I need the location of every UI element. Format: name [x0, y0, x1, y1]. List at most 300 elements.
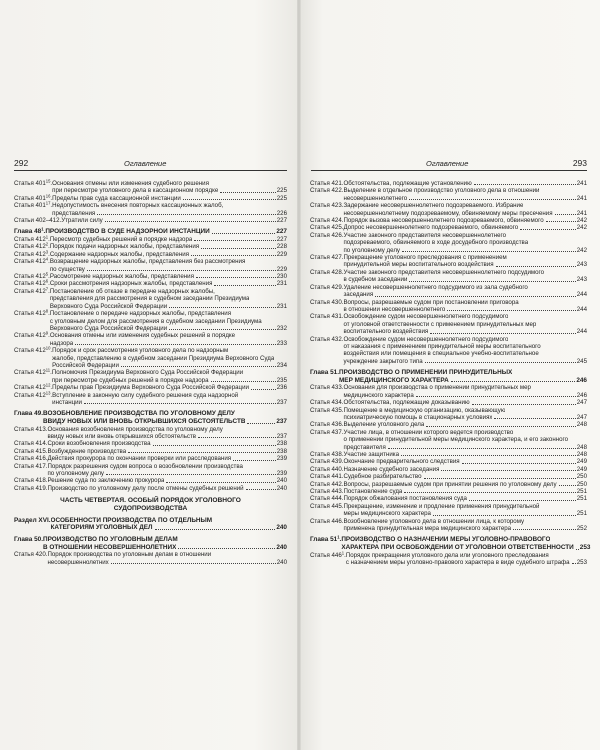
- title-line: воздействия или помещения в специальное учебно-воспитательное: [343, 350, 539, 358]
- title-line: Участие защитника: [343, 451, 399, 458]
- page-ref: 225: [276, 187, 287, 195]
- page-ref: 227: [276, 236, 287, 244]
- header-rule-right: [311, 170, 587, 171]
- article-label: Статья $412^{13}$.: [14, 390, 53, 399]
- entry-title: [50, 243, 287, 250]
- entry-title: [343, 407, 587, 422]
- article-label: Статья 429.: [310, 283, 344, 291]
- chapter-label: Глава 50.: [14, 536, 43, 543]
- title-line: Порядок разрешения судом вопроса о возобновлении производства: [47, 462, 243, 470]
- toc-entry: [14, 217, 287, 224]
- page-ref: 235: [276, 376, 287, 384]
- title-line: ХАРАКТЕРА ПРИ ОСВОБОЖДЕНИИ ОТ УГОЛОВНОЙ ОТВЕТСТВЕННОСТИ: [341, 544, 574, 552]
- page-ref: 247: [576, 413, 587, 421]
- dot-leader: [169, 329, 276, 330]
- dot-leader: [105, 221, 276, 222]
- title-line: с уголовным делом для рассмотрения в судебном заседании Президиума: [49, 317, 262, 325]
- dot-leader: [251, 389, 276, 390]
- dot-leader: [201, 248, 276, 249]
- title-line: Возбуждение производства: [47, 447, 127, 455]
- page-ref: 242: [576, 217, 587, 225]
- dot-leader: [166, 482, 275, 483]
- book-gutter: [297, 0, 301, 750]
- dot-leader: [212, 233, 276, 234]
- page-ref: 240: [276, 543, 287, 551]
- toc-entry: [14, 392, 287, 407]
- page-ref: 234: [276, 361, 287, 369]
- toc-list-right: [310, 180, 591, 567]
- page-ref: 244: [576, 291, 587, 299]
- title-line: Возобновление уголовного дела в отношении лица, к которому: [343, 517, 525, 525]
- title-line: Производство по уголовному делу после отмены судебных решений: [47, 484, 244, 492]
- page-ref: 248: [576, 443, 587, 451]
- entry-title: [343, 466, 587, 473]
- toc-entry: [310, 407, 587, 422]
- dot-leader: [233, 460, 276, 461]
- dot-leader: [169, 307, 276, 308]
- page-ref: 243: [576, 261, 587, 269]
- entry-title: [47, 485, 287, 492]
- article-label: Статья 431.: [310, 313, 344, 321]
- title-line: представления для рассмотрения в судебном заседании Президиума: [49, 295, 250, 303]
- dot-leader: [153, 445, 276, 446]
- title-line: учреждение закрытого типа: [343, 357, 423, 365]
- page-ref: 246: [576, 391, 587, 399]
- toc-entry: [310, 313, 587, 335]
- entry-title: [47, 440, 287, 447]
- article-label: Статья 426.: [310, 231, 344, 239]
- title-line: Обстоятельства, подлежащие доказыванию: [343, 399, 470, 407]
- title-line: медицинского характера: [343, 391, 414, 399]
- title-line: от уголовной ответственности с применением принудительных мер: [343, 320, 537, 328]
- title-line: Прекращение уголовного преследования с применением: [343, 254, 507, 262]
- toc-entry: [14, 332, 287, 347]
- page-ref: 253: [576, 559, 587, 567]
- entry-title: [343, 429, 587, 451]
- label-superscript: 1: [337, 534, 340, 540]
- title-line: в отношении несовершеннолетнего: [343, 305, 446, 313]
- article-label: Статья $412^9$.: [14, 330, 50, 340]
- page-ref: 252: [576, 525, 587, 533]
- dot-leader: [425, 362, 576, 363]
- title-line: Освобождение судом несовершеннолетнего подсудимого: [343, 335, 509, 343]
- article-label: Статья 442.: [310, 480, 344, 488]
- page-ref: 236: [276, 384, 287, 392]
- toc-entry: [14, 347, 287, 369]
- toc-entry: [14, 258, 287, 273]
- toc-entry: [310, 466, 587, 473]
- title-line: Российской Федерации: [52, 361, 119, 369]
- toc-chapter: [14, 536, 287, 551]
- title-line: жалобе, представлению в судебном заседании Президиума Верховного Суда: [52, 354, 275, 362]
- title-line: подозреваемого, обвиняемого в ходе досудебного производства: [343, 239, 529, 247]
- toc-entry: [310, 429, 587, 451]
- dot-leader: [424, 478, 576, 479]
- toc-entry: [14, 280, 287, 287]
- article-label: Статья 434.: [310, 399, 344, 407]
- article-label: Статья 440.: [310, 465, 344, 473]
- dot-leader: [496, 266, 576, 267]
- entry-title: [52, 202, 287, 217]
- toc-entry: [14, 448, 287, 455]
- title-line: Окончание предварительного следствия: [343, 458, 460, 466]
- article-label: Статья 415.: [14, 447, 48, 455]
- toc-entry: [14, 463, 287, 478]
- article-label: Статья 424.: [310, 217, 344, 225]
- toc-entry: [14, 195, 287, 202]
- entry-title: [51, 517, 287, 532]
- title-line: ввиду новых или вновь открывшихся обстоятельств: [47, 432, 197, 440]
- page-ref: 246: [576, 376, 587, 384]
- article-label: Статья 445.: [310, 502, 344, 510]
- toc-entry: [14, 236, 287, 243]
- title-line: Порядок и срок рассмотрения уголовного дела по надзорным: [52, 347, 229, 355]
- label-superscript: 7: [45, 286, 49, 292]
- page-ref: 243: [576, 276, 587, 284]
- title-line: В ОТНОШЕНИИ НЕСОВЕРШЕННОЛЕТНИХ: [42, 543, 177, 551]
- title-line: при пересмотре уголовного дела в кассационном порядке: [52, 187, 219, 195]
- article-label: Статья 437.: [310, 428, 344, 436]
- page-number-left: 292: [14, 158, 29, 168]
- title-line: Постановление о передаче надзорных жалобы, представления: [49, 310, 232, 318]
- article-label: Статья 418.: [14, 477, 48, 485]
- dot-leader: [183, 199, 276, 200]
- title-line: Обстоятельства, подлежащие установлению: [343, 180, 472, 187]
- article-label: Статья 446.: [310, 517, 344, 525]
- title-line: КАТЕГОРИЯМ УГОЛОВНЫХ ДЕЛ: [50, 524, 153, 532]
- page-ref: 244: [576, 328, 587, 336]
- title-line: Рассмотрение надзорных жалобы, представления: [49, 273, 194, 281]
- title-line: по существу: [49, 265, 85, 273]
- entry-title: [343, 384, 587, 399]
- article-label: Статьи 402–412.: [14, 217, 62, 225]
- title-line: ПРОИЗВОДСТВО В СУДЕ НАДЗОРНОЙ ИНСТАНЦИИ: [45, 228, 210, 236]
- article-label: Статья 436.: [310, 421, 344, 429]
- title-line: от наказания с применением принудительной меры воспитательного: [343, 342, 541, 350]
- chapter-label: Глава 49.: [14, 410, 43, 418]
- entry-title: [341, 536, 590, 551]
- entry-title: [343, 180, 587, 187]
- label-superscript: 4: [45, 256, 49, 262]
- label-superscript: 17: [45, 200, 51, 206]
- page-ref: 251: [576, 510, 587, 518]
- title-line: Выделение уголовного дела: [343, 421, 425, 429]
- article-label: Статья 443.: [310, 488, 344, 496]
- dot-leader: [474, 184, 576, 185]
- entry-title: [50, 310, 287, 332]
- title-line: несовершеннолетнему подозреваемому, обвиняемому меры пресечения: [343, 209, 553, 217]
- title-line: ВОЗОБНОВЛЕНИЕ ПРОИЗВОДСТВА ПО УГОЛОВНОМУ ДЕЛУ: [42, 410, 235, 418]
- title-line: меры медицинского характера: [343, 510, 431, 518]
- toc-entry: [310, 458, 587, 465]
- article-label: Статья 433.: [310, 384, 344, 392]
- title-line: Вступление в законную силу судебного решения суда надзорной: [52, 391, 239, 399]
- title-line: Порядок вызова несовершеннолетнего подозреваемого, обвиняемого: [343, 217, 544, 225]
- article-label: Статья $412^{11}$.: [14, 367, 52, 377]
- entry-title: [343, 451, 587, 458]
- dot-leader: [97, 214, 276, 215]
- chapter-label: Глава $51^1$.: [310, 534, 342, 544]
- toc-entry: [14, 485, 287, 492]
- part-heading-line: ЧАСТЬ ЧЕТВЕРТАЯ. ОСОБЫЙ ПОРЯДОК УГОЛОВНОГО: [60, 497, 241, 505]
- article-label: Статья 430.: [310, 298, 344, 306]
- toc-entry: [310, 488, 587, 495]
- toc-entry: [310, 202, 587, 217]
- dot-leader: [121, 366, 276, 367]
- article-label: Статья $412^6$.: [14, 278, 50, 288]
- article-label: Статья 416.: [14, 455, 48, 463]
- dot-leader: [416, 396, 576, 397]
- toc-chapter: [14, 410, 287, 425]
- article-label: Статья 422.: [310, 187, 344, 195]
- title-line: по уголовному делу: [47, 470, 105, 477]
- title-line: психиатрическую помощь в стационарных условиях: [343, 413, 493, 421]
- entry-title: [343, 187, 587, 202]
- left-page: [0, 0, 299, 750]
- page-ref: 251: [576, 488, 587, 496]
- title-line: представления: [52, 209, 96, 217]
- dot-leader: [155, 529, 276, 530]
- title-line: в судебном заседании: [343, 276, 408, 284]
- article-label: Статья 432.: [310, 335, 344, 343]
- chapter-label: Раздел XVI.: [14, 516, 51, 524]
- toc-entry: [310, 232, 587, 254]
- dot-leader: [576, 549, 579, 550]
- article-label: Статья $401^{15}$.: [14, 178, 53, 187]
- toc-entry: [310, 269, 587, 284]
- entry-title: [343, 284, 587, 299]
- entry-title: [343, 336, 587, 366]
- entry-title: [47, 477, 287, 484]
- page-ref: 228: [276, 243, 287, 251]
- page-ref: 241: [576, 180, 587, 187]
- entry-title: [52, 347, 287, 369]
- article-label: Статья $412^7$.: [14, 286, 50, 295]
- article-label: Статья 441.: [310, 473, 344, 481]
- dot-leader: [402, 251, 576, 252]
- left-page-header: [14, 158, 287, 170]
- page-ref: 245: [576, 357, 587, 365]
- title-line: Вопросы, разрешаемые судом при принятии решения по уголовному делу: [343, 480, 557, 488]
- page-ref: 237: [276, 398, 287, 406]
- title-line: Участие законного представителя несовершеннолетнего подсудимого: [343, 268, 545, 276]
- title-line: Постановление суда: [343, 488, 403, 496]
- page-ref: 238: [276, 440, 287, 448]
- title-line: ОСОБЕННОСТИ ПРОИЗВОДСТВА ПО ОТДЕЛЬНЫМ: [50, 516, 213, 524]
- title-line: применена принудительная мера медицинского характера: [343, 525, 512, 533]
- title-line: Пересмотр судебных решений в порядке надзора: [49, 236, 193, 244]
- entry-title: [50, 258, 287, 273]
- toc-entry: [310, 421, 587, 428]
- title-line: заседания: [343, 291, 374, 299]
- title-line: Помещение в медицинскую организацию, оказывающую: [343, 406, 506, 414]
- page-ref: 238: [276, 447, 287, 455]
- toc-chapter: [14, 228, 287, 236]
- page-ref: 229: [276, 265, 287, 273]
- dot-leader: [462, 463, 576, 464]
- entry-title: [47, 455, 287, 462]
- dot-leader: [111, 563, 276, 564]
- entry-title: [45, 228, 287, 236]
- label-superscript: 9: [45, 330, 49, 336]
- page-ref: 240: [276, 484, 287, 492]
- entry-title: [47, 551, 287, 566]
- page-ref: 230: [276, 273, 287, 281]
- toc-entry: [310, 217, 587, 224]
- dot-leader: [441, 470, 575, 471]
- entry-title: [343, 269, 587, 284]
- dot-leader: [214, 285, 275, 286]
- page-ref: 253: [579, 544, 591, 552]
- dot-leader: [106, 474, 276, 475]
- label-superscript: 16: [45, 193, 51, 199]
- page-ref: 240: [276, 477, 287, 485]
- label-superscript: 5: [45, 271, 49, 277]
- label-superscript: 11: [45, 367, 51, 373]
- dot-leader: [409, 281, 575, 282]
- toc-entry: [310, 224, 587, 231]
- right-page-header: [311, 158, 587, 170]
- page-ref: 249: [576, 465, 587, 473]
- page-ref: 250: [576, 480, 587, 488]
- page-ref: 249: [576, 458, 587, 466]
- dot-leader: [220, 192, 276, 193]
- title-line: о применении принудительной меры медицинского характера, и его законного: [343, 436, 569, 444]
- label-superscript: 2: [45, 241, 49, 247]
- title-line: с назначением меры уголовно-правового характера в виде судебного штрафа: [345, 559, 570, 567]
- dot-leader: [191, 255, 276, 256]
- toc-entry: [310, 473, 587, 480]
- dot-leader: [513, 529, 576, 530]
- dot-leader: [75, 344, 276, 345]
- title-line: Вопросы, разрешаемые судом при постановлении приговора: [343, 298, 519, 306]
- title-line: Судебное разбирательство: [343, 473, 422, 481]
- title-line: МЕР МЕДИЦИНСКОГО ХАРАКТЕРА: [338, 376, 449, 384]
- toc-entry: [14, 551, 287, 566]
- title-line: Сроки рассмотрения надзорных жалобы, представления: [49, 280, 213, 288]
- dot-leader: [472, 404, 576, 405]
- title-line: Утратили силу: [61, 217, 103, 225]
- toc-entry: [14, 243, 287, 250]
- page-ref: 244: [576, 305, 587, 313]
- title-line: Недопустимость внесения повторных кассационных жалоб,: [52, 202, 224, 210]
- dot-leader: [128, 452, 276, 453]
- entry-title: [343, 232, 587, 254]
- entry-title: [346, 552, 587, 567]
- entry-title: [43, 410, 287, 425]
- page-ref: 242: [576, 224, 587, 232]
- page-ref: 240: [276, 524, 287, 532]
- title-line: несовершеннолетних: [47, 558, 109, 566]
- title-line: Порядок прекращения уголовного дела или уголовного преследования: [345, 551, 549, 559]
- entry-title: [343, 217, 587, 224]
- page-ref: 241: [576, 209, 587, 217]
- title-line: ПРОИЗВОДСТВО О ПРИМЕНЕНИИ ПРИНУДИТЕЛЬНЫХ: [338, 369, 513, 377]
- article-label: Статья 435.: [310, 406, 344, 414]
- page-ref: 237: [276, 417, 287, 425]
- label-superscript: 12: [45, 382, 51, 388]
- article-label: Статья $446^1$.: [310, 550, 346, 559]
- article-label: Статья 428.: [310, 268, 344, 276]
- entry-title: [52, 392, 287, 407]
- dot-leader: [198, 437, 276, 438]
- entry-title: [339, 369, 587, 384]
- toc-entry: [310, 284, 587, 299]
- entry-title: [343, 421, 587, 428]
- toc-entry: [310, 495, 587, 502]
- title-line: Пределы прав суда кассационной инстанции: [52, 194, 181, 202]
- dot-leader: [409, 199, 576, 200]
- title-line: воспитательного воздействия: [343, 328, 429, 336]
- article-label: Статья $412^2$.: [14, 241, 50, 251]
- title-line: принудительной меры воспитательного воздействия: [343, 261, 494, 269]
- dot-leader: [555, 214, 576, 215]
- title-line: Основания для производства о применении принудительных мер: [343, 384, 531, 392]
- page-ref: 239: [276, 470, 287, 477]
- toc-entry: [310, 384, 587, 399]
- page-ref: 232: [276, 324, 287, 332]
- article-label: Статья $412^{12}$.: [14, 382, 53, 392]
- article-label: Статья $401^{16}$.: [14, 193, 53, 202]
- entry-title: [50, 280, 287, 287]
- entry-title: [50, 288, 287, 310]
- toc-chapter: [14, 517, 287, 532]
- dot-leader: [375, 296, 576, 297]
- article-label: Статья $412^{10}$.: [14, 345, 53, 355]
- toc-entry: [310, 399, 587, 406]
- header-rule-left: [14, 170, 287, 171]
- dot-leader: [247, 423, 275, 424]
- toc-entry: [14, 440, 287, 447]
- article-label: Статья 425.: [310, 224, 344, 232]
- toc-chapter: [310, 534, 591, 552]
- dot-leader: [433, 515, 576, 516]
- dot-leader: [546, 221, 576, 222]
- toc-entry: [310, 254, 587, 269]
- title-line: Полномочия Президиума Верховного Суда Российской Федерации: [51, 369, 244, 377]
- entry-title: [343, 458, 587, 465]
- dot-leader: [520, 229, 576, 230]
- entry-title: [47, 463, 287, 478]
- title-line: по уголовному делу: [343, 246, 401, 254]
- article-label: Статья 421.: [310, 180, 344, 187]
- title-line: Верховного Суда Российской Федерации: [49, 324, 168, 332]
- article-label: Статья 414.: [14, 440, 48, 448]
- page-ref: 250: [576, 473, 587, 481]
- page-ref: 233: [276, 339, 287, 347]
- page-ref: 248: [576, 421, 587, 429]
- title-line: ПРОИЗВОДСТВО О НАЗНАЧЕНИИ МЕРЫ УГОЛОВНО-ПРАВОВОГО: [341, 536, 551, 544]
- entry-title: [343, 399, 587, 406]
- dot-leader: [388, 448, 576, 449]
- article-label: Статья 439.: [310, 458, 344, 466]
- title-line: при пересмотре судебных решений в порядке надзора: [51, 376, 209, 384]
- entry-title: [343, 202, 587, 217]
- toc-entry: [14, 288, 287, 310]
- entry-title: [52, 195, 287, 202]
- dot-leader: [178, 548, 275, 549]
- article-label: Статья 413.: [14, 425, 48, 433]
- dot-leader: [559, 485, 576, 486]
- article-label: Статья 427.: [310, 254, 344, 262]
- toc-entry: [14, 369, 287, 384]
- dot-leader: [430, 333, 576, 334]
- toc-entry: [310, 518, 587, 533]
- dot-leader: [194, 240, 275, 241]
- title-line: Действия прокурора по окончании проверки или расследования: [47, 455, 232, 463]
- article-label: Статья 423.: [310, 202, 344, 210]
- page-ref: 241: [576, 194, 587, 202]
